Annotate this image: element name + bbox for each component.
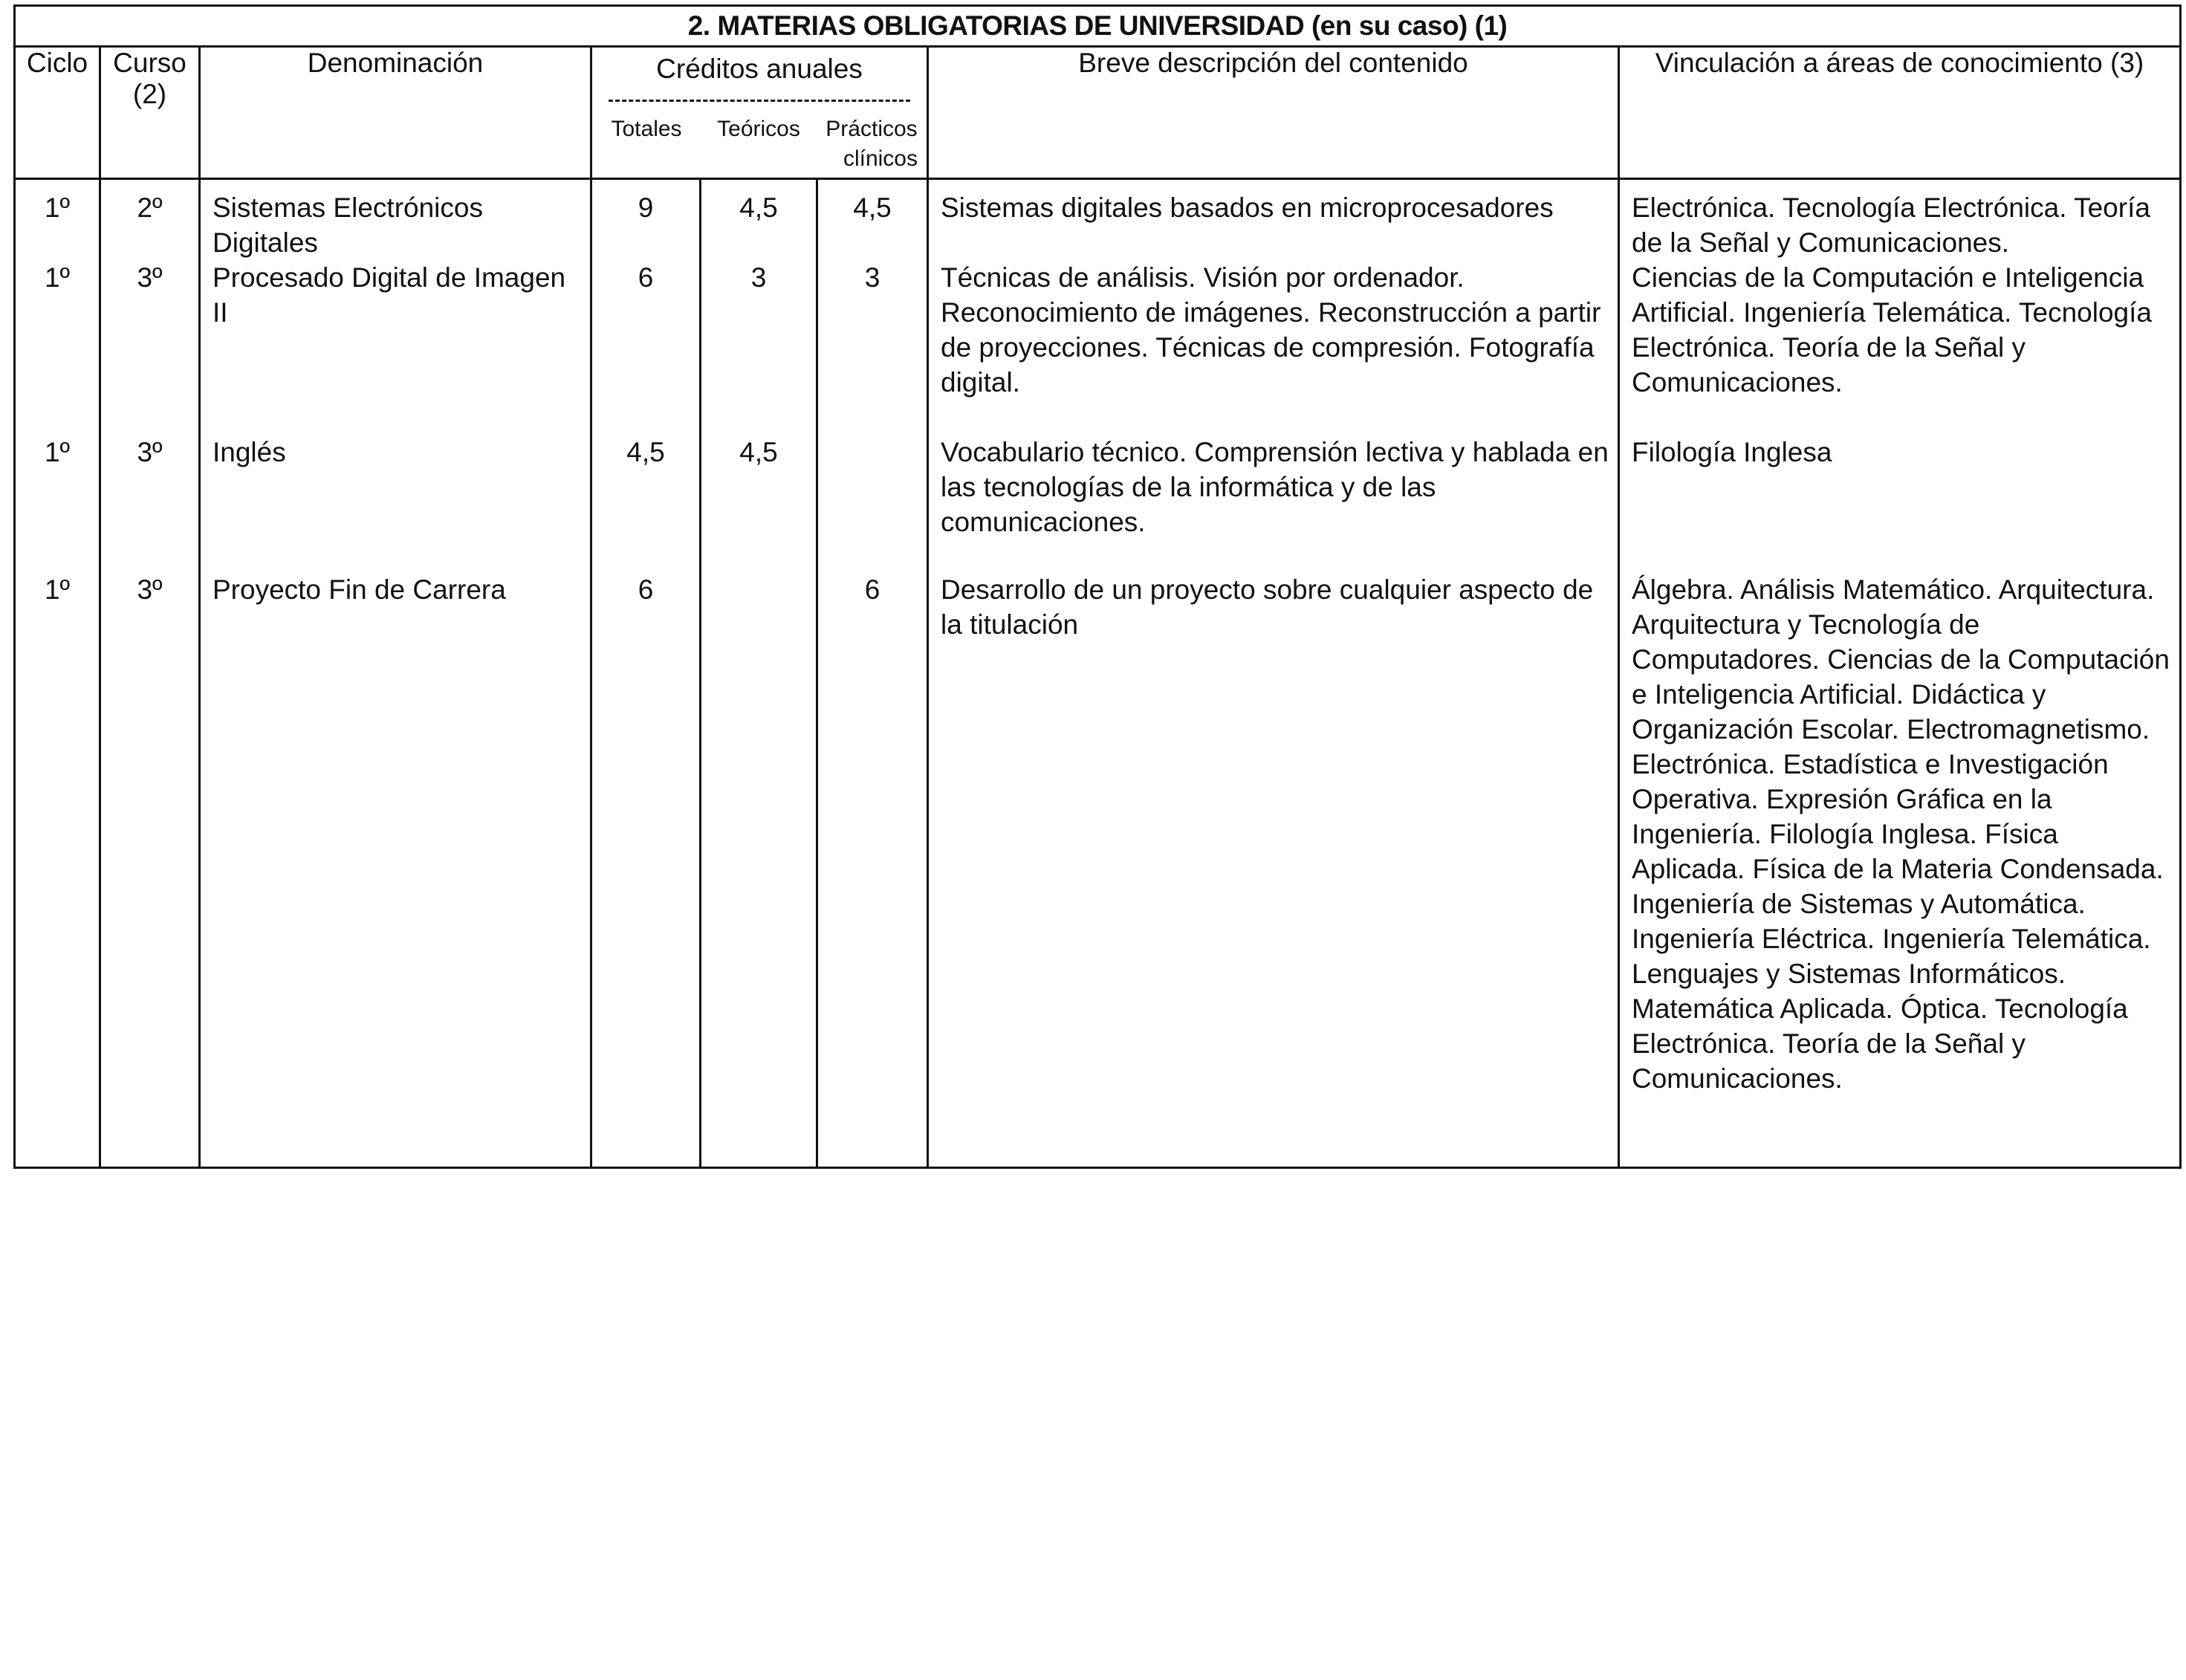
cell-practicos: 4,5 (817, 179, 928, 261)
header-vinculacion: Vinculación a áreas de conocimiento (3) (1619, 47, 2181, 179)
cell-curso: 3º (100, 260, 200, 435)
cell-denominacion: Sistemas Electrónicos Digitales (200, 179, 591, 261)
cell-practicos: 6 (817, 572, 928, 1168)
table-row (15, 260, 2181, 435)
cell-denominacion: Procesado Digital de Imagen II (200, 260, 591, 435)
header-creditos-divider (609, 100, 910, 102)
cell-vinculacion: Ciencias de la Computación e Inteligencia Artificial. Ingeniería Telemática. Tecnología Electrónica. Teoría de la Señal y Comunicaciones. (1619, 260, 2181, 435)
cell-ciclo: 1º (15, 572, 100, 1168)
cell-teoricos: 3 (701, 260, 817, 435)
header-denominacion: Denominación (200, 47, 591, 179)
cell-vinculacion: Electrónica. Tecnología Electrónica. Teoría de la Señal y Comunicaciones. (1619, 179, 2181, 261)
cell-vinculacion: Filología Inglesa (1619, 435, 2181, 572)
cell-totales: 6 (591, 572, 701, 1168)
cell-curso: 3º (100, 572, 200, 1168)
cell-totales: 6 (591, 260, 701, 435)
header-curso (100, 47, 200, 179)
cell-descripcion: Vocabulario técnico. Comprensión lectiva y hablada en las tecnologías de la informática y de las comunicaciones. (928, 435, 1619, 572)
cell-curso: 3º (100, 435, 200, 572)
table-row (15, 435, 2181, 572)
header-creditos-label: Créditos anuales (656, 53, 863, 84)
cell-vinculacion: Álgebra. Análisis Matemático. Arquitectura. Arquitectura y Tecnología de Computadores. Ciencias de la Computación e Inteligencia Artificial. Didáctica y Organización Escolar. Electromagnetismo. Electrónica. Estadística e Investigación Operativa. Expresión Gráfica en la Ingeniería. Filología Inglesa. Física Aplicada. Física de la Materia Condensada. Ingeniería de Sistemas y Automática. Ingeniería Eléctrica. Ingeniería Telemática. Lenguajes y Sistemas Informáticos. Matemática Aplicada. Óptica. Tecnología Electrónica. Teoría de la Señal y Comunicaciones. (1619, 572, 2181, 1168)
header-ciclo: Ciclo (15, 47, 100, 179)
header-descripcion: Breve descripción del contenido (928, 47, 1619, 179)
cell-teoricos (701, 572, 817, 1168)
header-curso-label: Curso (113, 48, 187, 78)
cell-denominacion: Proyecto Fin de Carrera (200, 572, 591, 1168)
cell-teoricos: 4,5 (701, 179, 817, 261)
document-page (13, 4, 2179, 1164)
cell-ciclo: 1º (15, 435, 100, 572)
header-practicos: Prácticos clínicos (826, 117, 918, 171)
header-curso-note: (2) (132, 79, 167, 109)
cell-descripcion: Desarrollo de un proyecto sobre cualquier aspecto de la titulación (928, 572, 1619, 1168)
header-teoricos: Teóricos (717, 117, 800, 141)
table-row (15, 572, 2181, 1168)
cell-descripcion: Sistemas digitales basados en microprocesadores (928, 179, 1619, 261)
materias-table (13, 4, 2182, 1169)
cell-denominacion: Inglés (200, 435, 591, 572)
cell-teoricos: 4,5 (701, 435, 817, 572)
header-row (15, 47, 2181, 179)
table-title: 2. MATERIAS OBLIGATORIAS DE UNIVERSIDAD (en su caso) (1) (15, 6, 2181, 47)
header-totales: Totales (611, 117, 682, 141)
cell-totales: 4,5 (591, 435, 701, 572)
cell-ciclo: 1º (15, 179, 100, 261)
cell-descripcion: Técnicas de análisis. Visión por ordenador. Reconocimiento de imágenes. Reconstrucción a partir de proyecciones. Técnicas de compresión. Fotografía digital. (928, 260, 1619, 435)
cell-practicos: 3 (817, 260, 928, 435)
cell-totales: 9 (591, 179, 701, 261)
cell-ciclo: 1º (15, 260, 100, 435)
table-row (15, 179, 2181, 261)
header-creditos (591, 47, 928, 179)
cell-curso: 2º (100, 179, 200, 261)
cell-practicos (817, 435, 928, 572)
